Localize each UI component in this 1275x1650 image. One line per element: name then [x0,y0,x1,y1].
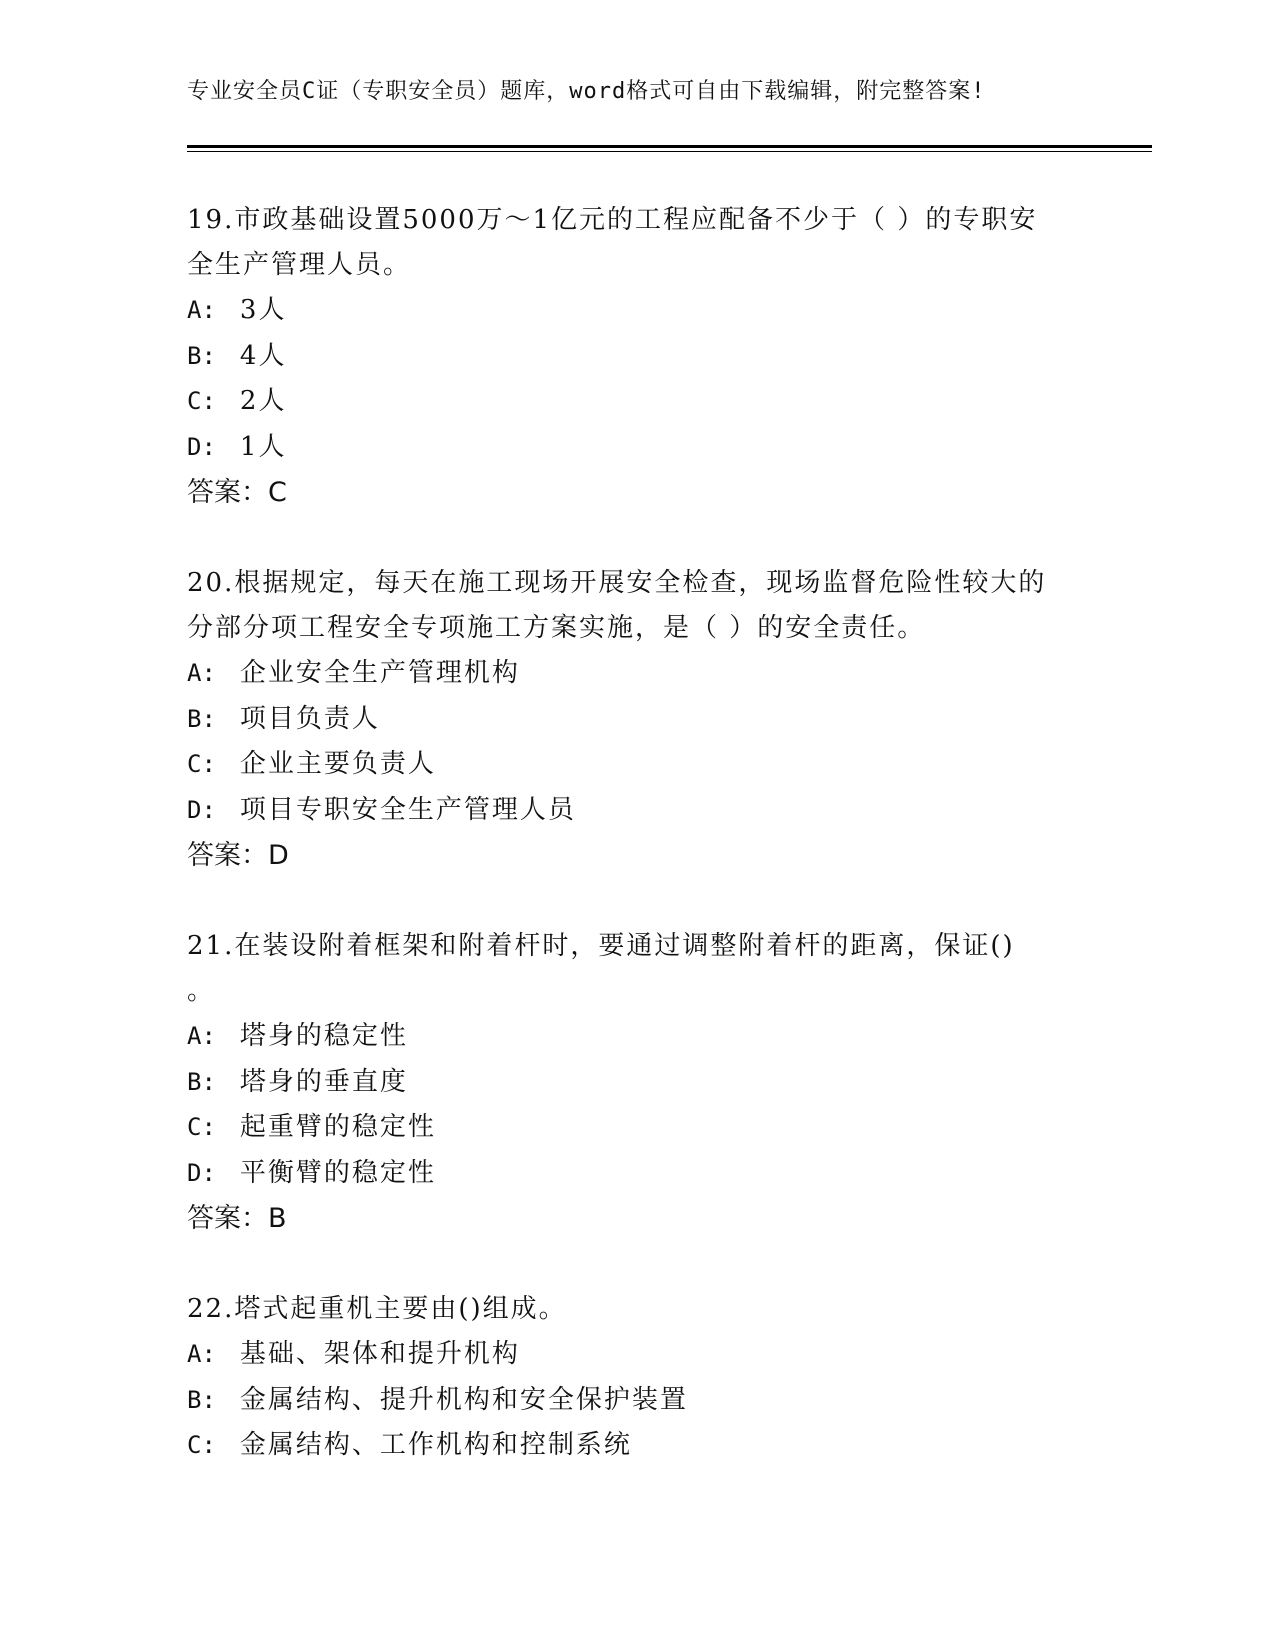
option-text: 3人 [239,295,287,325]
option-a [187,651,1067,697]
option-text: 2人 [239,386,287,416]
option-c [187,1423,1067,1469]
option-key: C: [187,1113,216,1141]
option-a [187,1014,1067,1060]
option-text: 塔身的垂直度 [239,1066,408,1097]
question-stem-continued: 分部分项工程安全专项施工方案实施，是（ ）的安全责任。 [187,613,926,643]
option-key: C: [187,750,216,778]
option-text: 项目负责人 [239,703,380,734]
option-b [187,697,1067,743]
option-text: 平衡臂的稳定性 [239,1157,436,1188]
option-key: C: [187,387,216,415]
option-b [187,1378,1067,1424]
page-header: 专业安全员C证（专职安全员）题库，word格式可自由下载编辑，附完整答案! [187,79,986,104]
answer: 答案：D [187,840,289,871]
option-key: B: [187,341,216,370]
option-d [187,1151,1067,1197]
question-22 [187,1287,1067,1469]
option-text: 起重臂的稳定性 [239,1112,436,1142]
question-stem: 22.塔式起重机主要由()组成。 [187,1294,567,1324]
option-key: D: [187,1158,216,1187]
option-text: 金属结构、提升机构和安全保护装置 [239,1384,688,1415]
option-b [187,1060,1067,1106]
answer: 答案：B [187,1203,287,1234]
option-key: B: [187,1385,216,1414]
option-text: 金属结构、工作机构和控制系统 [239,1430,632,1460]
option-key: A: [187,659,216,687]
option-text: 1人 [239,431,287,462]
option-b [187,334,1067,380]
option-c [187,379,1067,425]
question-stem: 20.根据规定，每天在施工现场开展安全检查，现场监督危险性较大的 [187,568,1047,598]
option-key: D: [187,432,216,461]
option-key: B: [187,704,216,733]
option-key: B: [187,1067,216,1096]
option-a [187,288,1067,334]
option-key: C: [187,1431,216,1459]
option-d [187,425,1067,471]
option-text: 基础、架体和提升机构 [239,1339,520,1369]
option-a [187,1332,1067,1378]
option-key: D: [187,795,216,824]
question-20 [187,561,1067,879]
question-19 [187,198,1067,516]
option-c [187,1105,1067,1151]
option-text: 项目专职安全生产管理人员 [239,794,576,825]
option-c [187,742,1067,788]
question-stem: 19.市政基础设置5000万～1亿元的工程应配备不少于（ ）的专职安 [187,205,1038,235]
option-text: 企业安全生产管理机构 [239,658,520,688]
option-key: A: [187,296,216,324]
question-stem: 21.在装设附着框架和附着杆时，要通过调整附着杆的距离，保证() [187,931,1015,961]
option-text: 4人 [239,340,287,371]
question-stem-continued: 。 [187,976,216,1006]
question-stem-continued: 全生产管理人员。 [187,250,412,280]
question-21 [187,924,1067,1242]
answer: 答案：C [187,477,287,508]
option-key: A: [187,1340,216,1368]
option-text: 塔身的稳定性 [239,1021,408,1051]
option-key: A: [187,1022,216,1050]
option-text: 企业主要负责人 [239,749,436,779]
header-rule-thick [187,145,1152,148]
header-rule-thin [187,151,1152,152]
option-d [187,788,1067,834]
